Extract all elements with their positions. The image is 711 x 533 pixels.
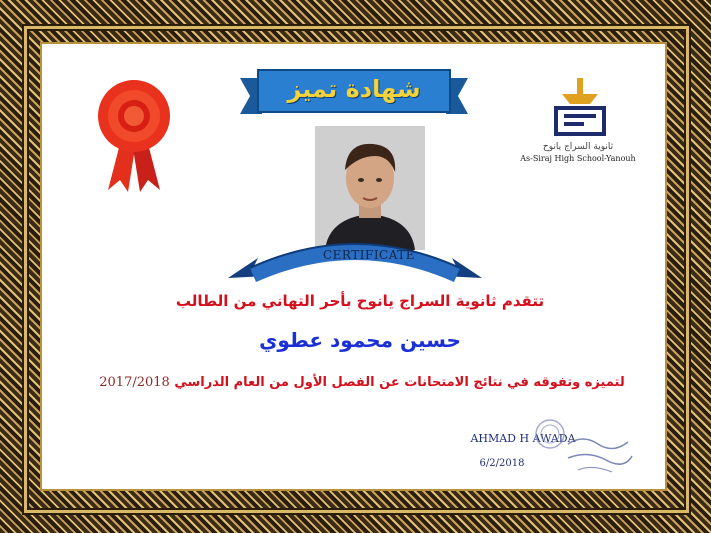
academic-year: 2017/2018 xyxy=(99,375,170,390)
congratulations-line: تتقدم ثانوية السراج يانوح بأحر التهاني من الطالب xyxy=(175,292,545,310)
certificate-title: شهادة تميز xyxy=(287,75,421,103)
certificate-date: 6/2/2018 xyxy=(479,458,525,469)
student-name: حسين محمود عطوي xyxy=(259,328,461,352)
ribbon-label: CERTIFICATE xyxy=(322,248,416,262)
school-name-ar: ثانوية السراج يانوح xyxy=(542,142,614,152)
award-rosette-icon xyxy=(94,76,174,196)
signer-name: AHMAD H AWADA xyxy=(470,432,576,445)
achievement-text: لتميزه وتفوقه في نتائج الامتحانات عن الفصل الأول من العام الدراسي xyxy=(174,375,625,390)
school-name-en: As-Siraj High School-Yanouh xyxy=(520,154,636,163)
school-stamp-icon xyxy=(528,404,638,488)
achievement-line xyxy=(92,375,632,390)
lamp-logo-icon xyxy=(540,78,620,138)
